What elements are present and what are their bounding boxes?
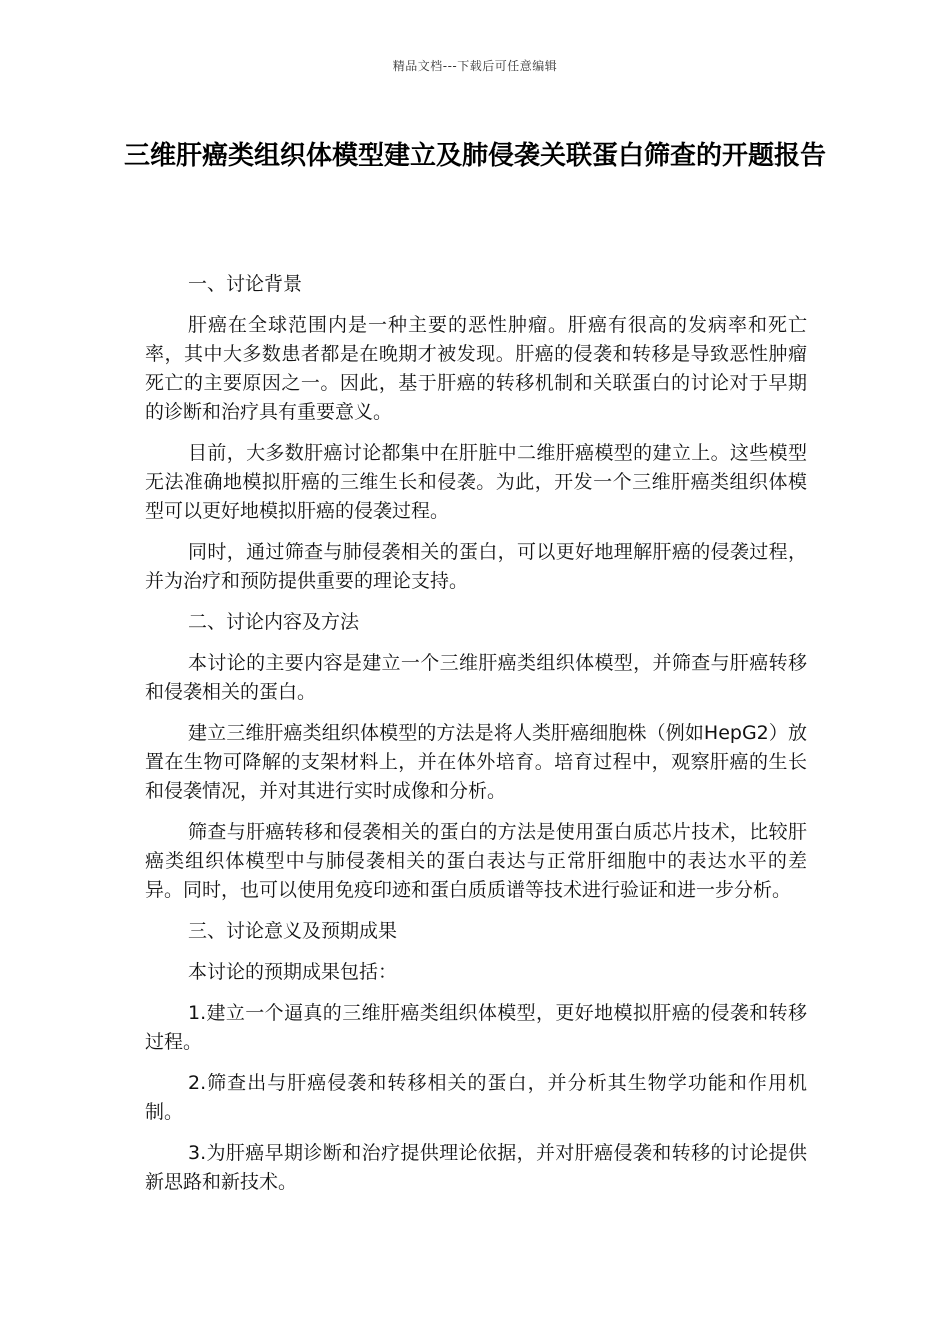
paragraph: 同时，通过筛查与肺侵袭相关的蛋白，可以更好地理解肝癌的侵袭过程，并为治疗和预防提供重要的理论支持。 (145, 541, 807, 592)
section-heading-significance: 三、讨论意义及预期成果 (188, 920, 398, 942)
paragraph: 建立三维肝癌类组织体模型的方法是将人类肝癌细胞株（例如HepG2）放置在生物可降解的支架材料上，并在体外培育。培育过程中，观察肝癌的生长和侵袭情况，并对其进行实时成像和分析。 (145, 722, 807, 802)
list-item: 1.建立一个逼真的三维肝癌类组织体模型，更好地模拟肝癌的侵袭和转移过程。 (145, 1002, 807, 1053)
section-heading-background: 一、讨论背景 (188, 273, 303, 295)
header-note: 精品文档---下载后可任意编辑 (392, 59, 558, 73)
document-title: 三维肝癌类组织体模型建立及肺侵袭关联蛋白筛查的开题报告 (123, 141, 826, 171)
section-heading-content-methods: 二、讨论内容及方法 (188, 611, 360, 633)
paragraph: 本讨论的主要内容是建立一个三维肝癌类组织体模型，并筛查与肝癌转移和侵袭相关的蛋白。 (145, 652, 807, 703)
paragraph: 本讨论的预期成果包括： (188, 961, 398, 983)
document-body (145, 270, 807, 1209)
paragraph: 筛查与肝癌转移和侵袭相关的蛋白的方法是使用蛋白质芯片技术，比较肝癌类组织体模型中与肺侵袭相关的蛋白表达与正常肝细胞中的表达水平的差异。同时，也可以使用免疫印迹和蛋白质质谱等技术进行验证和进一步分析。 (145, 821, 807, 901)
list-item: 3.为肝癌早期诊断和治疗提供理论依据，并对肝癌侵袭和转移的讨论提供新思路和新技术。 (145, 1142, 807, 1193)
paragraph: 肝癌在全球范围内是一种主要的恶性肿瘤。肝癌有很高的发病率和死亡率，其中大多数患者都是在晚期才被发现。肝癌的侵袭和转移是导致恶性肿瘤死亡的主要原因之一。因此，基于肝癌的转移机制和关联蛋白的讨论对于早期的诊断和治疗具有重要意义。 (145, 314, 807, 423)
list-item: 2.筛查出与肝癌侵袭和转移相关的蛋白，并分析其生物学功能和作用机制。 (145, 1072, 807, 1123)
paragraph: 目前，大多数肝癌讨论都集中在肝脏中二维肝癌模型的建立上。这些模型无法准确地模拟肝癌的三维生长和侵袭。为此，开发一个三维肝癌类组织体模型可以更好地模拟肝癌的侵袭过程。 (145, 442, 807, 522)
